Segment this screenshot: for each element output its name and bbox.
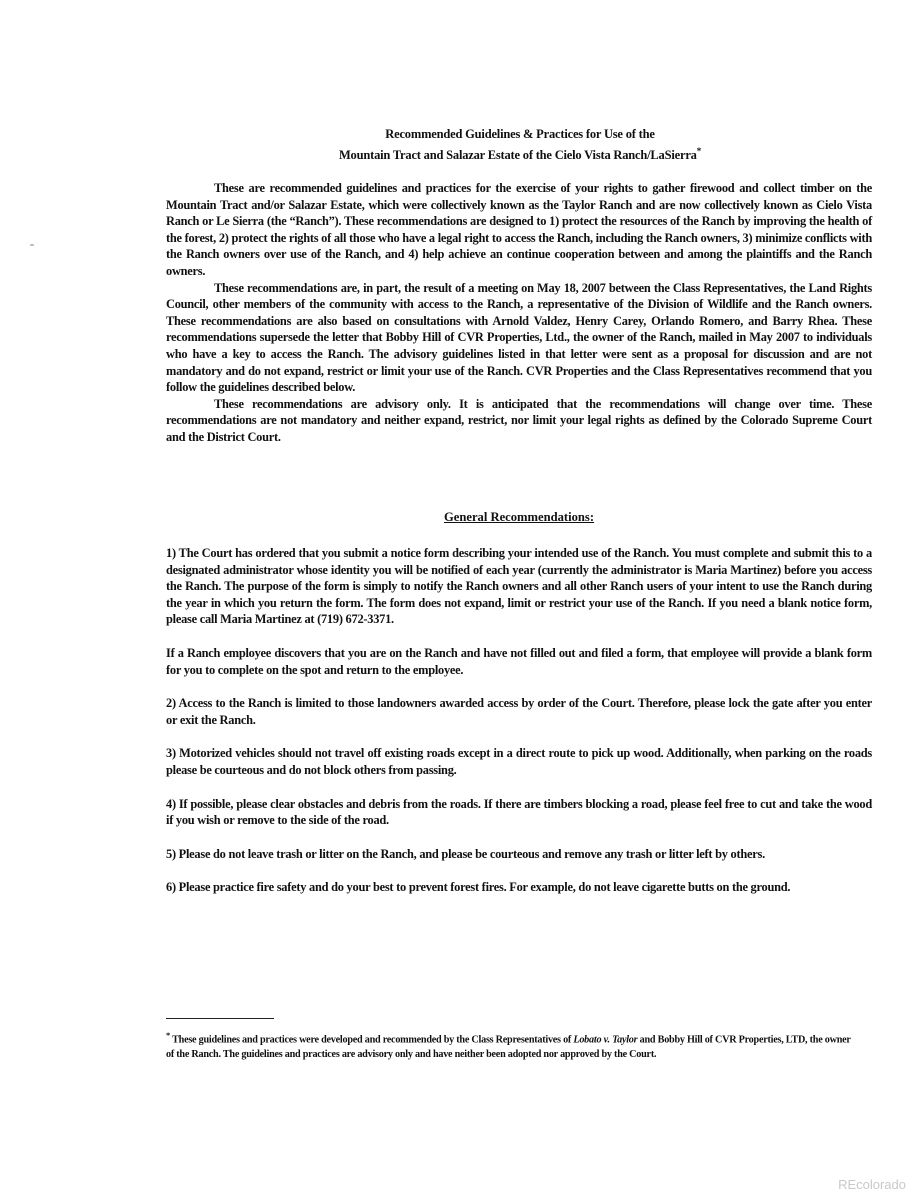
title-line-2 bbox=[160, 143, 880, 164]
intro-section bbox=[166, 180, 872, 446]
recommendations-list bbox=[166, 545, 872, 913]
intro-paragraph: These recommendations are advisory only. It is anticipated that the recommendations will change over time. These recommendations are not mandatory and neither expand, restrict, nor limit your legal rights as defined by the Colorado Supreme Court and the District Court. bbox=[166, 396, 872, 444]
section-heading: General Recommendations: bbox=[443, 510, 595, 524]
recommendation-item: 1) The Court has ordered that you submit a notice form describing your intended use of the Ranch. You must complete and submit this to a designated administrator whose identity you will be notified of each year (currently the administrator is Maria Martinez) before you access the Ranch. The purpose of the form is simply to notify the Ranch owners and all other Ranch users of your intent to use the Ranch during the year in which you return the form. The form does not expand, limit or restrict your use of the Ranch. If you need a blank notice form, please call Maria Martinez at (719) 672-3371. bbox=[166, 546, 872, 627]
intro-paragraph: These recommendations are, in part, the result of a meeting on May 18, 2007 between the Class Representatives, the Land Rights Council, other members of the community with access to the Ranch, a representative of the Division of Wildlife and the Ranch owners. These recommendations are also based on consultations with Arnold Valdez, Henry Carey, Orlando Romero, and Barry Rhea. These recommendations supersede the letter that Bobby Hill of CVR Properties, Ltd., the owner of the Ranch, mailed in May 2007 to individuals who have a key to access the Ranch. The advisory guidelines listed in that letter were sent as a proposal for discussion and are not mandatory and do not expand, restrict or limit your use of the Ranch. CVR Properties and the Class Representatives recommend that you follow the guidelines described below. bbox=[166, 280, 872, 395]
watermark: REcolorado bbox=[838, 1177, 906, 1192]
recommendation-item: 6) Please practice fire safety and do your best to prevent forest fires. For example, do not leave cigarette butts on the ground. bbox=[166, 880, 791, 895]
recommendation-item: If a Ranch employee discovers that you are on the Ranch and have not filled out and filed a form, that employee will provide a blank form for you to complete on the spot and return to the employee. bbox=[166, 645, 872, 677]
footnote-case-name: Lobato v. Taylor bbox=[573, 1034, 638, 1046]
title-line-2-text: Mountain Tract and Salazar Estate of the Cielo Vista Ranch/LaSierra bbox=[338, 148, 697, 163]
footnote-text-after: and Bobby Hill of CVR Properties, LTD, the owner of the Ranch. The guidelines and practices are advisory only and have neither been adopted nor approved by the Court. bbox=[166, 1034, 851, 1060]
footnote-marker: * bbox=[166, 1030, 170, 1040]
document-title bbox=[160, 126, 880, 164]
recommendation-item: 4) If possible, please clear obstacles and debris from the roads. If there are timbers blocking a road, please feel free to cut and take the wood if you wish or remove to the side of the road. bbox=[166, 796, 872, 828]
title-line-1: Recommended Guidelines & Practices for Use of the bbox=[385, 127, 655, 141]
footnote-text-before: These guidelines and practices were developed and recommended by the Class Representatives of bbox=[170, 1034, 574, 1046]
recommendation-item: 3) Motorized vehicles should not travel off existing roads except in a direct route to pick up wood. Additionally, when parking on the roads please be courteous and do not block others from passing. bbox=[166, 746, 872, 777]
intro-paragraph: These are recommended guidelines and practices for the exercise of your rights to gather firewood and collect timber on the Mountain Tract and/or Salazar Estate, which were collectively known as the Taylor Ranch and are now collectively known as Cielo Vista Ranch or Le Sierra (the “Ranch”). These recommendations are designed to 1) protect the resources of the Ranch by improving the health of the forest, 2) protect the rights of all those who have a legal right to access the Ranch, including the Ranch owners, 3) minimize conflicts with the Ranch owners over use of the Ranch, and 4) help achieve an continue cooperation between and among the plaintiffs and the Ranch owners. bbox=[166, 181, 872, 278]
recommendation-item: 5) Please do not leave trash or litter on the Ranch, and please be courteous and remove any trash or litter left by others. bbox=[166, 846, 765, 861]
footnote bbox=[166, 1028, 860, 1062]
recommendation-item: 2) Access to the Ranch is limited to those landowners awarded access by order of the Court. Therefore, please lock the gate after you enter or exit the Ranch. bbox=[166, 696, 872, 727]
footnote-divider bbox=[166, 1018, 274, 1019]
scan-artifact bbox=[30, 244, 34, 246]
title-footnote-marker: * bbox=[696, 146, 702, 156]
